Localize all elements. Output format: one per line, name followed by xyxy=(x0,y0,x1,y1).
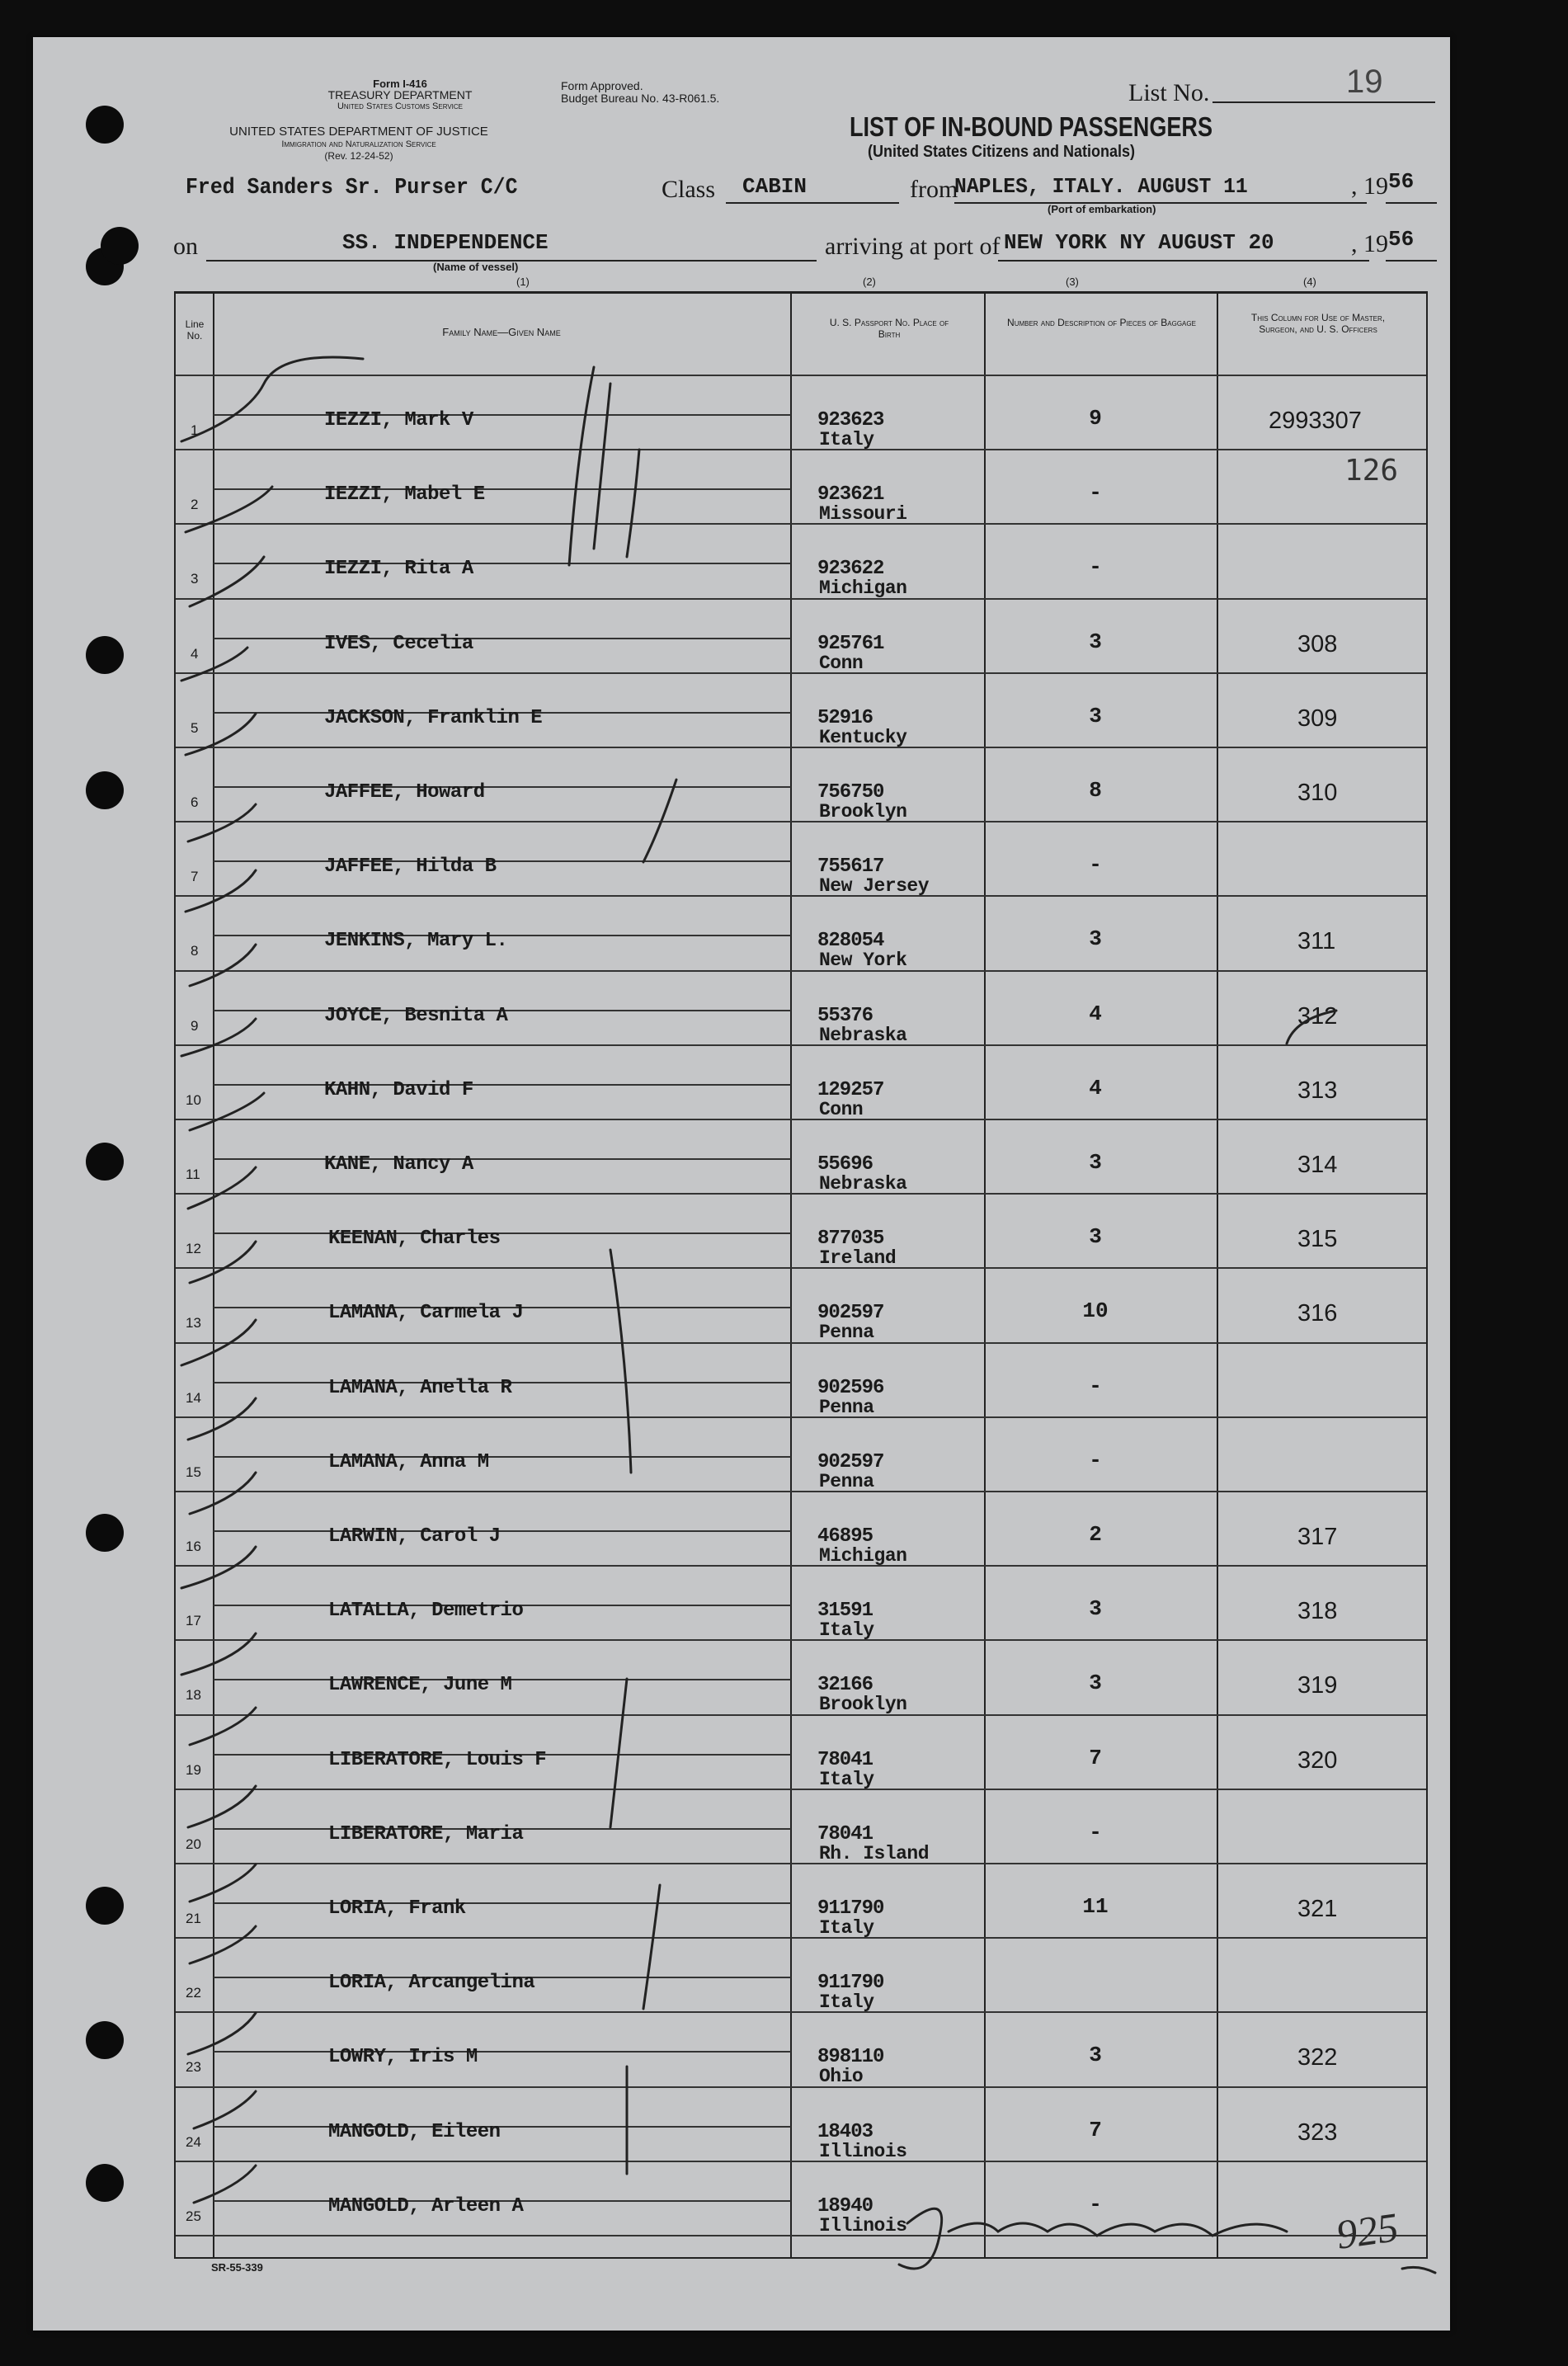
baggage-count: - xyxy=(1089,480,1102,506)
passenger-name: IVES, Cecelia xyxy=(324,632,473,655)
officer-number: 312 xyxy=(1297,1002,1338,1030)
line-number: 4 xyxy=(191,645,199,662)
officer-number: 315 xyxy=(1297,1226,1338,1253)
passport-number: 756750 xyxy=(817,781,884,804)
place-of-birth: Brooklyn xyxy=(819,801,907,822)
arriving-label: arriving at port of xyxy=(825,233,1001,260)
place-of-birth: Kentucky xyxy=(819,726,907,748)
baggage-count: 3 xyxy=(1089,2043,1102,2068)
officer-number: 322 xyxy=(1297,2044,1338,2071)
baggage-count: - xyxy=(1089,1373,1102,1398)
baggage-count: 9 xyxy=(1089,406,1102,431)
passport-number: 55696 xyxy=(817,1153,873,1176)
officer-number: 313 xyxy=(1297,1077,1338,1104)
place-of-birth: Brooklyn xyxy=(819,1694,907,1716)
baggage-count: 10 xyxy=(1082,1298,1109,1324)
place-of-birth: Italy xyxy=(819,1768,874,1790)
place-of-birth: Penna xyxy=(819,1470,874,1492)
line-number: 11 xyxy=(186,1167,200,1182)
passport-number: 902596 xyxy=(817,1376,884,1399)
header-baggage: Number and Description of Pieces of Baggage xyxy=(1007,317,1196,328)
baggage-count: 3 xyxy=(1089,926,1102,952)
place-of-birth: Ireland xyxy=(819,1247,897,1270)
line-number: 2 xyxy=(191,497,199,513)
passenger-name: LARWIN, Carol J xyxy=(328,1525,501,1548)
on-label: on xyxy=(173,233,198,260)
officer-number: 309 xyxy=(1297,705,1338,732)
place-of-birth: Missouri xyxy=(819,503,907,526)
passport-number: 911790 xyxy=(817,1972,884,1995)
line-number: 14 xyxy=(186,1389,201,1406)
passenger-name: MANGOLD, Arleen A xyxy=(328,2194,524,2218)
form-code: SR-55-339 xyxy=(211,2261,263,2274)
passenger-name: KEENAN, Charles xyxy=(328,1228,501,1251)
manifest-page xyxy=(33,37,1450,2331)
passenger-name: LAMANA, Carmela J xyxy=(328,1302,524,1325)
year1: , 1956 xyxy=(1351,169,1415,200)
place-of-birth: Italy xyxy=(819,1991,874,2014)
baggage-count: 2 xyxy=(1089,1522,1102,1547)
line-number: 8 xyxy=(191,943,199,959)
place-of-birth: Nebraska xyxy=(819,1173,907,1195)
line-number: 15 xyxy=(186,1463,201,1480)
place-of-birth: Penna xyxy=(819,1322,874,1344)
handwritten-925: 925 xyxy=(1333,2203,1401,2258)
arrival-port: NEW YORK NY AUGUST 20 xyxy=(1004,230,1274,255)
passport-number: 828054 xyxy=(817,930,884,953)
place-of-birth: Conn xyxy=(819,1098,864,1120)
baggage-count: 7 xyxy=(1089,2117,1102,2142)
passenger-name: JAFFEE, Howard xyxy=(324,781,485,804)
place-of-birth: Nebraska xyxy=(819,1024,907,1046)
passenger-name: LIBERATORE, Maria xyxy=(328,1822,524,1845)
line-number: 5 xyxy=(191,719,199,736)
officer-number: 323 xyxy=(1297,2119,1338,2146)
passenger-name: LIBERATORE, Louis F xyxy=(328,1748,547,1771)
vessel-name: SS. INDEPENDENCE xyxy=(342,230,549,255)
passenger-name: MANGOLD, Eileen xyxy=(328,2120,501,2143)
line-number: 17 xyxy=(186,1613,201,1629)
customs-service: United States Customs Service xyxy=(337,101,464,111)
baggage-count: 3 xyxy=(1089,1224,1102,1250)
list-no-label: List No. xyxy=(1128,79,1210,106)
baggage-count: 11 xyxy=(1082,1894,1109,1919)
passenger-name: LORIA, Frank xyxy=(328,1897,466,1920)
baggage-count: 3 xyxy=(1089,703,1102,728)
passport-number: 902597 xyxy=(817,1450,884,1473)
baggage-count: - xyxy=(1089,2191,1102,2217)
officer-number: 321 xyxy=(1297,1896,1338,1922)
passport-number: 78041 xyxy=(817,1748,873,1771)
baggage-count: 3 xyxy=(1089,629,1102,654)
officer-number: 317 xyxy=(1297,1524,1338,1550)
line-number: 13 xyxy=(186,1315,201,1331)
officer-number: 320 xyxy=(1297,1746,1338,1774)
embark-port: NAPLES, ITALY. AUGUST 11 xyxy=(954,174,1248,199)
line-number: 6 xyxy=(191,794,199,810)
officer-number: 318 xyxy=(1297,1598,1338,1625)
line-number: 20 xyxy=(186,1836,201,1852)
revision: (Rev. 12-24-52) xyxy=(324,150,393,162)
col-number-4: (4) xyxy=(1303,276,1316,288)
passenger-name: JENKINS, Mary L. xyxy=(324,930,508,953)
page-title: LIST OF IN-BOUND PASSENGERS xyxy=(850,111,1213,142)
embark-caption: (Port of embarkation) xyxy=(1048,203,1156,215)
passport-number: 923622 xyxy=(817,558,884,581)
line-number: 1 xyxy=(191,422,199,438)
place-of-birth: Illinois xyxy=(819,2214,907,2236)
place-of-birth: Rh. Island xyxy=(819,1842,930,1864)
passenger-name: LATALLA, Demetrio xyxy=(328,1600,524,1623)
passport-number: 46895 xyxy=(817,1525,873,1548)
passport-number: 877035 xyxy=(817,1228,884,1251)
form-approved: Form Approved. xyxy=(561,79,643,92)
passport-number: 923623 xyxy=(817,409,884,431)
place-of-birth: Penna xyxy=(819,1396,874,1418)
baggage-count: 8 xyxy=(1089,778,1102,803)
passport-number: 52916 xyxy=(817,706,873,729)
col-number-1: (1) xyxy=(516,276,530,288)
col-number-2: (2) xyxy=(863,276,876,288)
passenger-name: IEZZI, Mabel E xyxy=(324,483,485,507)
baggage-count: 7 xyxy=(1089,1745,1102,1770)
header-passport: U. S. Passport No. Place of Birth xyxy=(829,317,949,340)
officer-number: 310 xyxy=(1297,780,1338,806)
line-number: 18 xyxy=(186,1687,201,1704)
baggage-count: - xyxy=(1089,1447,1102,1473)
passenger-name: LAMANA, Anella R xyxy=(328,1376,512,1399)
passport-number: 32166 xyxy=(817,1674,873,1697)
passport-number: 902597 xyxy=(817,1302,884,1325)
baggage-count: 3 xyxy=(1089,1150,1102,1175)
passenger-name: JOYCE, Besnita A xyxy=(324,1004,508,1027)
place-of-birth: New Jersey xyxy=(819,875,930,898)
passenger-name: JACKSON, Franklin E xyxy=(324,706,543,729)
place-of-birth: Italy xyxy=(819,1619,874,1642)
class-label: Class xyxy=(662,176,716,203)
passenger-name: IEZZI, Mark V xyxy=(324,409,473,431)
line-number: 23 xyxy=(186,2059,201,2076)
passport-number: 18940 xyxy=(817,2194,873,2218)
passport-number: 898110 xyxy=(817,2046,884,2069)
baggage-count: 3 xyxy=(1089,1671,1102,1696)
line-number: 25 xyxy=(186,2208,201,2224)
place-of-birth: Michigan xyxy=(819,577,907,600)
passport-number: 55376 xyxy=(817,1004,873,1027)
place-of-birth: Michigan xyxy=(819,1545,907,1567)
class-value: CABIN xyxy=(742,174,808,199)
line-number: 12 xyxy=(186,1241,201,1257)
passenger-name: LOWRY, Iris M xyxy=(328,2046,478,2069)
baggage-count: - xyxy=(1089,554,1102,580)
passenger-name: IEZZI, Rita A xyxy=(324,558,473,581)
officer-number: 319 xyxy=(1297,1672,1338,1699)
purser: Fred Sanders Sr. Purser C/C xyxy=(186,176,518,200)
officer-number: 311 xyxy=(1297,928,1336,955)
passport-number: 31591 xyxy=(817,1600,873,1623)
passport-number: 911790 xyxy=(817,1897,884,1920)
from-label: from xyxy=(910,176,958,203)
line-number: 9 xyxy=(191,1017,199,1034)
treasury-dept: TREASURY DEPARTMENT xyxy=(327,88,473,101)
baggage-count: - xyxy=(1089,1819,1102,1845)
ins-service: Immigration and Naturalization Service xyxy=(281,139,436,149)
passport-number: 755617 xyxy=(817,855,884,879)
line-number: 22 xyxy=(186,1985,201,2001)
passport-number: 923621 xyxy=(817,483,884,507)
place-of-birth: Conn xyxy=(819,652,864,674)
officer-number: 308 xyxy=(1297,630,1338,657)
line-number: 16 xyxy=(186,1539,201,1554)
header-name: Family Name—Given Name xyxy=(442,326,561,338)
form-number: Form I-416 xyxy=(373,78,427,90)
passport-number: 78041 xyxy=(817,1822,873,1845)
header-line-no: Line No. xyxy=(185,318,205,342)
baggage-count: - xyxy=(1089,852,1102,878)
col-number-3: (3) xyxy=(1066,276,1079,288)
place-of-birth: Ohio xyxy=(819,2066,864,2088)
passport-number: 925761 xyxy=(817,632,884,655)
justice-dept: UNITED STATES DEPARTMENT OF JUSTICE xyxy=(229,125,488,139)
passport-number: 18403 xyxy=(817,2120,873,2143)
passport-number: 129257 xyxy=(817,1078,884,1101)
place-of-birth: Illinois xyxy=(819,2140,907,2162)
officer-number: 314 xyxy=(1297,1152,1338,1178)
year2: , 1956 xyxy=(1351,227,1415,257)
header-officers: This Column for Use of Master, Surgeon, and U. S. Officers xyxy=(1250,312,1386,335)
vessel-caption: (Name of vessel) xyxy=(433,261,519,273)
line-number: 10 xyxy=(186,1091,201,1108)
baggage-count: 4 xyxy=(1089,1075,1102,1101)
handwritten-marks xyxy=(33,37,1450,2331)
officer-number: 316 xyxy=(1297,1300,1338,1327)
line-number: 19 xyxy=(186,1761,201,1778)
place-of-birth: New York xyxy=(819,950,907,972)
line-number: 24 xyxy=(186,2133,201,2150)
passenger-name: KAHN, David F xyxy=(324,1078,473,1101)
list-no-value: 19 xyxy=(1346,64,1383,100)
baggage-count: 4 xyxy=(1089,1001,1102,1026)
passenger-name: JAFFEE, Hilda B xyxy=(324,855,497,879)
line-number: 3 xyxy=(191,571,199,587)
line-number: 7 xyxy=(191,869,199,885)
line-number: 21 xyxy=(186,1911,201,1926)
passenger-name: KANE, Nancy A xyxy=(324,1153,473,1176)
place-of-birth: Italy xyxy=(819,429,874,450)
passenger-name: LORIA, Arcangelina xyxy=(328,1972,535,1995)
page-subtitle: (United States Citizens and Nationals) xyxy=(868,143,1136,161)
handwritten-126: 126 xyxy=(1344,454,1399,488)
baggage-count: 3 xyxy=(1089,1596,1102,1622)
passenger-name: LAWRENCE, June M xyxy=(328,1674,512,1697)
budget-bureau: Budget Bureau No. 43-R061.5. xyxy=(561,92,720,105)
passenger-name: LAMANA, Anna M xyxy=(328,1450,489,1473)
officer-number: 2993307 xyxy=(1269,408,1362,434)
place-of-birth: Italy xyxy=(819,1917,874,1939)
